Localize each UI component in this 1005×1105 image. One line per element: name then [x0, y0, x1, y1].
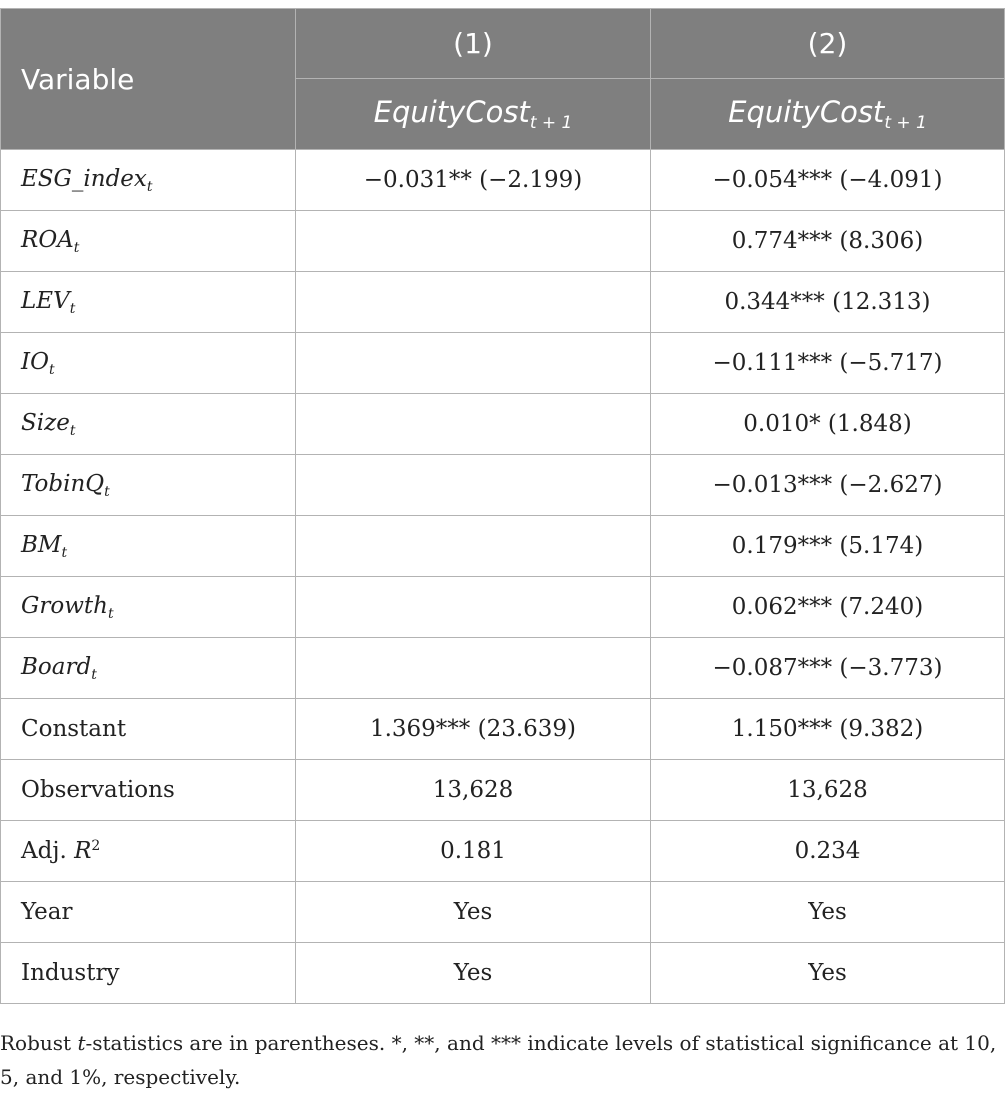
col1-cell: 13,628: [296, 760, 651, 821]
table-footnote: [0, 1026, 1000, 1094]
time-subscript: t: [48, 361, 55, 378]
column-1-number: (1): [296, 9, 651, 79]
table-row: [1, 333, 1005, 394]
time-subscript: t: [146, 178, 153, 195]
col2-cell: 0.234: [651, 821, 1005, 882]
time-subscript: t: [69, 422, 76, 439]
table-row: [1, 394, 1005, 455]
table-row: [1, 211, 1005, 272]
row-label: [1, 150, 296, 211]
note-t-symbol: t: [77, 1031, 86, 1055]
table-row: [1, 455, 1005, 516]
time-subscript: t: [69, 300, 76, 317]
col1-cell: [296, 333, 651, 394]
column-2-dependent-var: [651, 79, 1005, 150]
table-row: [1, 760, 1005, 821]
col2-cell: 0.179*** (5.174): [651, 516, 1005, 577]
variable-name: ROA: [21, 226, 74, 253]
col1-cell: −0.031** (−2.199): [296, 150, 651, 211]
col1-cell: 1.369*** (23.639): [296, 699, 651, 760]
col2-cell: −0.054*** (−4.091): [651, 150, 1005, 211]
col2-cell: −0.013*** (−2.627): [651, 455, 1005, 516]
dep-var-name: EquityCost: [373, 95, 530, 129]
table-body: [1, 150, 1005, 1004]
col2-cell: Yes: [651, 943, 1005, 1004]
time-subscript: t: [73, 239, 80, 256]
note-text-rest: -statistics are in parentheses. *, **, and *** indicate levels of statistical significance at 10, 5, and 1%, respectively.: [0, 1031, 997, 1089]
col2-cell: 0.010* (1.848): [651, 394, 1005, 455]
table-row: [1, 272, 1005, 333]
row-label: [1, 455, 296, 516]
row-label: [1, 272, 296, 333]
label-prefix: Adj.: [21, 838, 75, 864]
variable-name: LEV: [21, 287, 70, 314]
col1-cell: 0.181: [296, 821, 651, 882]
col2-cell: Yes: [651, 882, 1005, 943]
col1-cell: [296, 577, 651, 638]
table-row: [1, 577, 1005, 638]
col2-cell: 1.150*** (9.382): [651, 699, 1005, 760]
row-label: [1, 333, 296, 394]
variable-column-header: Variable: [1, 9, 296, 150]
time-subscript: t: [91, 666, 97, 683]
col2-cell: 13,628: [651, 760, 1005, 821]
col2-cell: 0.062*** (7.240): [651, 577, 1005, 638]
table-row: [1, 943, 1005, 1004]
variable-name: BM: [21, 531, 62, 558]
col1-cell: [296, 394, 651, 455]
variable-name: ESG_index: [21, 165, 147, 192]
variable-name: Growth: [21, 592, 108, 619]
col2-cell: −0.111*** (−5.717): [651, 333, 1005, 394]
row-label: [1, 394, 296, 455]
row-label: Industry: [1, 943, 296, 1004]
time-subscript: t: [107, 605, 114, 622]
table-row: [1, 699, 1005, 760]
r-symbol: R: [74, 838, 92, 864]
variable-name: TobinQ: [21, 470, 105, 497]
row-label: [1, 516, 296, 577]
row-label: Year: [1, 882, 296, 943]
variable-name: IO: [21, 348, 49, 375]
table-header: [1, 9, 1005, 150]
col1-cell: Yes: [296, 943, 651, 1004]
table-row: [1, 821, 1005, 882]
dep-var-name: EquityCost: [728, 95, 885, 129]
time-subscript: t: [104, 483, 110, 500]
header-row-numbers: [1, 9, 1005, 79]
row-label: [1, 211, 296, 272]
col1-cell: [296, 638, 651, 699]
col1-cell: [296, 516, 651, 577]
dep-var-subscript: t + 1: [884, 113, 927, 133]
col2-cell: 0.344*** (12.313): [651, 272, 1005, 333]
col2-cell: 0.774*** (8.306): [651, 211, 1005, 272]
column-1-dependent-var: [296, 79, 651, 150]
note-text-start: Robust: [0, 1031, 78, 1055]
row-label: Constant: [1, 699, 296, 760]
table-row: [1, 516, 1005, 577]
table-row: [1, 150, 1005, 211]
row-label: Observations: [1, 760, 296, 821]
row-label: [1, 821, 296, 882]
col2-cell: −0.087*** (−3.773): [651, 638, 1005, 699]
col1-cell: [296, 211, 651, 272]
regression-table: [0, 8, 1005, 1004]
table-row: [1, 638, 1005, 699]
dep-var-subscript: t + 1: [529, 113, 573, 133]
column-2-number: (2): [651, 9, 1005, 79]
table-row: [1, 882, 1005, 943]
variable-name: Board: [21, 653, 92, 680]
row-label: [1, 577, 296, 638]
superscript: 2: [91, 838, 101, 854]
col1-cell: Yes: [296, 882, 651, 943]
variable-name: Size: [21, 409, 70, 436]
time-subscript: t: [61, 544, 68, 561]
col1-cell: [296, 455, 651, 516]
row-label: [1, 638, 296, 699]
col1-cell: [296, 272, 651, 333]
